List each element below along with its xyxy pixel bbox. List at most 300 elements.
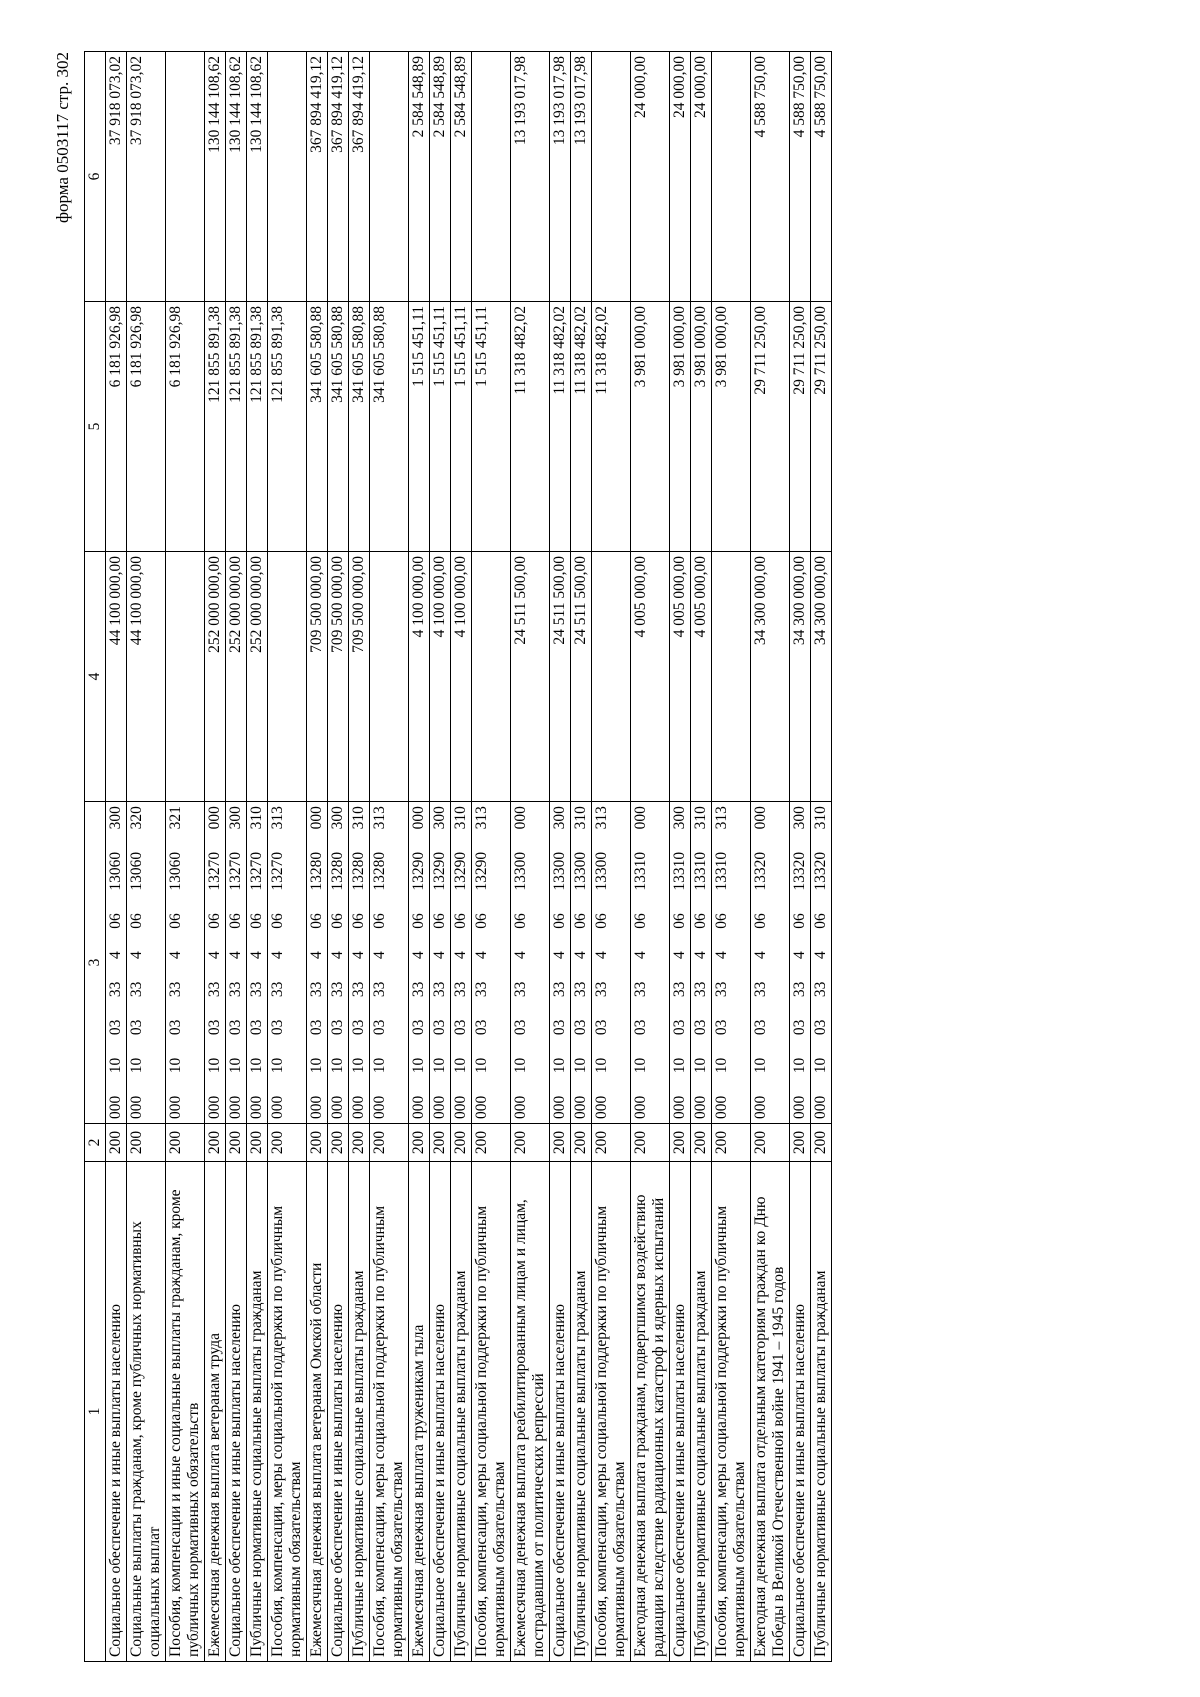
unexecuted-amount: 367 894 419,12 xyxy=(328,52,349,302)
code-segment: 33 xyxy=(572,981,589,998)
code-segment: 4 xyxy=(107,951,124,959)
classification-code xyxy=(712,802,751,1124)
code-segment: 03 xyxy=(206,1019,223,1036)
code-segment: 10 xyxy=(452,1057,469,1074)
unexecuted-amount xyxy=(268,52,307,302)
unexecuted-amount: 4 588 750,00 xyxy=(811,52,832,302)
code-segment: 33 xyxy=(206,981,223,998)
line-code: 200 xyxy=(472,1124,511,1162)
unexecuted-amount: 367 894 419,12 xyxy=(349,52,370,302)
code-segment: 300 xyxy=(551,806,568,830)
code-segment: 000 xyxy=(206,806,223,830)
row-name: Ежемесячная денежная выплата ветеранам Омской области xyxy=(307,1162,328,1662)
unexecuted-amount: 130 144 108,62 xyxy=(226,52,247,302)
code-segment: 03 xyxy=(128,1019,145,1036)
code-segment: 000 xyxy=(350,1095,367,1119)
classification-code xyxy=(127,802,166,1124)
line-code: 200 xyxy=(205,1124,226,1162)
code-segment: 000 xyxy=(671,1095,688,1119)
executed-amount: 121 855 891,38 xyxy=(247,302,268,552)
code-segment: 33 xyxy=(308,981,325,998)
code-segment: 13300 xyxy=(593,851,610,891)
code-segment: 4 xyxy=(752,951,769,959)
code-segment: 000 xyxy=(551,1095,568,1119)
code-segment: 000 xyxy=(410,806,427,830)
unexecuted-amount: 13 193 017,98 xyxy=(511,52,550,302)
approved-amount: 34 300 000,00 xyxy=(790,552,811,802)
code-segments xyxy=(431,806,449,1119)
code-segments xyxy=(632,806,650,1119)
executed-amount: 341 605 580,88 xyxy=(328,302,349,552)
code-segment: 13310 xyxy=(671,851,688,891)
line-code: 200 xyxy=(127,1124,166,1162)
executed-amount: 121 855 891,38 xyxy=(205,302,226,552)
code-segment: 000 xyxy=(167,1095,184,1119)
executed-amount: 3 981 000,00 xyxy=(670,302,691,552)
table-row xyxy=(370,52,409,1662)
code-segment: 000 xyxy=(410,1095,427,1119)
column-header: 2 xyxy=(85,1124,106,1162)
code-segment: 10 xyxy=(473,1057,490,1074)
code-segment: 4 xyxy=(551,951,568,959)
row-name: Социальное обеспечение и иные выплаты населению xyxy=(106,1162,127,1662)
code-segment: 4 xyxy=(572,951,589,959)
classification-code xyxy=(349,802,370,1124)
line-code: 200 xyxy=(430,1124,451,1162)
table-row xyxy=(106,52,127,1662)
row-name: Публичные нормативные социальные выплаты гражданам xyxy=(811,1162,832,1662)
column-header: 6 xyxy=(85,52,106,302)
code-segment: 13300 xyxy=(512,851,529,891)
code-segment: 000 xyxy=(632,1095,649,1119)
classification-code xyxy=(409,802,430,1124)
row-name: Социальное обеспечение и иные выплаты населению xyxy=(226,1162,247,1662)
code-segments xyxy=(248,806,266,1119)
approved-amount: 4 005 000,00 xyxy=(631,552,670,802)
row-name: Публичные нормативные социальные выплаты гражданам xyxy=(349,1162,370,1662)
code-segment: 13270 xyxy=(206,851,223,891)
executed-amount: 11 318 482,02 xyxy=(592,302,631,552)
executed-amount: 121 855 891,38 xyxy=(268,302,307,552)
code-segment: 06 xyxy=(812,913,829,929)
rotated-page-content xyxy=(50,52,1090,1662)
approved-amount: 4 100 000,00 xyxy=(409,552,430,802)
row-name: Пособия, компенсации, меры социальной поддержки по публичным нормативным обязательствам xyxy=(268,1162,307,1662)
approved-amount xyxy=(592,552,631,802)
code-segment: 13320 xyxy=(812,851,829,891)
approved-amount: 44 100 000,00 xyxy=(127,552,166,802)
code-segment: 300 xyxy=(791,806,808,830)
line-code: 200 xyxy=(790,1124,811,1162)
code-segment: 000 xyxy=(452,1095,469,1119)
code-segment: 10 xyxy=(128,1057,145,1074)
code-segment: 313 xyxy=(593,806,610,830)
code-segment: 13290 xyxy=(473,851,490,891)
code-segment: 000 xyxy=(752,806,769,830)
unexecuted-amount: 24 000,00 xyxy=(670,52,691,302)
code-segment: 313 xyxy=(269,806,286,830)
code-segment: 10 xyxy=(812,1057,829,1074)
table-row xyxy=(349,52,370,1662)
code-segment: 000 xyxy=(308,1095,325,1119)
unexecuted-amount: 13 193 017,98 xyxy=(550,52,571,302)
code-segment: 313 xyxy=(713,806,730,830)
code-segment: 13310 xyxy=(632,851,649,891)
code-segment: 000 xyxy=(752,1095,769,1119)
column-header: 5 xyxy=(85,302,106,552)
unexecuted-amount: 4 588 750,00 xyxy=(790,52,811,302)
code-segment: 000 xyxy=(812,1095,829,1119)
code-segment: 03 xyxy=(329,1019,346,1036)
code-segments xyxy=(410,806,428,1119)
code-segment: 310 xyxy=(452,806,469,830)
approved-amount xyxy=(166,552,205,802)
classification-code xyxy=(247,802,268,1124)
code-segment: 06 xyxy=(473,913,490,929)
line-code: 200 xyxy=(451,1124,472,1162)
approved-amount: 24 511 500,00 xyxy=(511,552,550,802)
executed-amount: 29 711 250,00 xyxy=(811,302,832,552)
code-segment: 03 xyxy=(671,1019,688,1036)
approved-amount xyxy=(472,552,511,802)
code-segment: 33 xyxy=(371,981,388,998)
code-segment: 4 xyxy=(452,951,469,959)
classification-code xyxy=(670,802,691,1124)
table-row xyxy=(268,52,307,1662)
unexecuted-amount: 4 588 750,00 xyxy=(751,52,790,302)
row-name: Пособия, компенсации, меры социальной поддержки по публичным нормативным обязательствам xyxy=(370,1162,409,1662)
code-segment: 000 xyxy=(431,1095,448,1119)
table-row xyxy=(670,52,691,1662)
code-segment: 33 xyxy=(671,981,688,998)
code-segment: 000 xyxy=(248,1095,265,1119)
unexecuted-amount xyxy=(166,52,205,302)
unexecuted-amount: 130 144 108,62 xyxy=(205,52,226,302)
code-segment: 13060 xyxy=(128,851,145,891)
code-segment: 10 xyxy=(371,1057,388,1074)
code-segment: 320 xyxy=(128,806,145,830)
code-segment: 000 xyxy=(512,806,529,830)
executed-amount: 3 981 000,00 xyxy=(691,302,712,552)
classification-code xyxy=(751,802,790,1124)
code-segments xyxy=(227,806,245,1119)
code-segment: 10 xyxy=(206,1057,223,1074)
code-segment: 03 xyxy=(248,1019,265,1036)
classification-code xyxy=(166,802,205,1124)
budget-table xyxy=(84,51,832,1662)
code-segment: 13060 xyxy=(107,851,124,891)
table-row xyxy=(205,52,226,1662)
table-row xyxy=(430,52,451,1662)
code-segment: 4 xyxy=(329,951,346,959)
code-segment: 06 xyxy=(227,913,244,929)
row-name: Социальное обеспечение и иные выплаты населению xyxy=(670,1162,691,1662)
row-name: Ежемесячная денежная выплата реабилитированным лицам и лицам, пострадавшим от политических репрессий xyxy=(511,1162,550,1662)
code-segment: 33 xyxy=(752,981,769,998)
code-segment: 10 xyxy=(551,1057,568,1074)
code-segment: 03 xyxy=(452,1019,469,1036)
code-segment: 33 xyxy=(791,981,808,998)
code-segment: 000 xyxy=(308,806,325,830)
code-segment: 310 xyxy=(350,806,367,830)
code-segment: 06 xyxy=(206,913,223,929)
code-segment: 13280 xyxy=(350,851,367,891)
code-segments xyxy=(512,806,530,1119)
row-name: Ежемесячная денежная выплата ветеранам труда xyxy=(205,1162,226,1662)
code-segment: 4 xyxy=(227,951,244,959)
row-name: Пособия, компенсации, меры социальной поддержки по публичным нормативным обязательствам xyxy=(592,1162,631,1662)
executed-amount: 11 318 482,02 xyxy=(511,302,550,552)
code-segment: 03 xyxy=(812,1019,829,1036)
code-segment: 33 xyxy=(473,981,490,998)
code-segments xyxy=(128,806,146,1119)
code-segment: 06 xyxy=(791,913,808,929)
code-segment: 310 xyxy=(572,806,589,830)
code-segment: 4 xyxy=(248,951,265,959)
classification-code xyxy=(790,802,811,1124)
code-segment: 10 xyxy=(713,1057,730,1074)
code-segment: 10 xyxy=(248,1057,265,1074)
approved-amount: 4 005 000,00 xyxy=(691,552,712,802)
code-segment: 4 xyxy=(632,951,649,959)
code-segment: 000 xyxy=(227,1095,244,1119)
approved-amount: 709 500 000,00 xyxy=(307,552,328,802)
row-name: Пособия, компенсации, меры социальной поддержки по публичным нормативным обязательствам xyxy=(712,1162,751,1662)
code-segment: 4 xyxy=(431,951,448,959)
executed-amount: 29 711 250,00 xyxy=(790,302,811,552)
table-row xyxy=(307,52,328,1662)
code-segment: 321 xyxy=(167,806,184,830)
code-segment: 10 xyxy=(269,1057,286,1074)
line-code: 200 xyxy=(511,1124,550,1162)
row-name: Социальные выплаты гражданам, кроме публичных нормативных социальных выплат xyxy=(127,1162,166,1662)
table-row xyxy=(712,52,751,1662)
code-segment: 06 xyxy=(431,913,448,929)
column-header: 3 xyxy=(85,802,106,1124)
code-segment: 03 xyxy=(593,1019,610,1036)
code-segment: 4 xyxy=(791,951,808,959)
code-segment: 03 xyxy=(473,1019,490,1036)
line-code: 200 xyxy=(409,1124,430,1162)
code-segment: 10 xyxy=(350,1057,367,1074)
code-segment: 000 xyxy=(713,1095,730,1119)
code-segment: 300 xyxy=(431,806,448,830)
executed-amount: 1 515 451,11 xyxy=(409,302,430,552)
executed-amount: 341 605 580,88 xyxy=(349,302,370,552)
approved-amount xyxy=(268,552,307,802)
code-segment: 06 xyxy=(713,913,730,929)
code-segment: 03 xyxy=(350,1019,367,1036)
code-segment: 10 xyxy=(791,1057,808,1074)
code-segment: 06 xyxy=(128,913,145,929)
code-segments xyxy=(206,806,224,1119)
table-row xyxy=(811,52,832,1662)
approved-amount: 24 511 500,00 xyxy=(571,552,592,802)
row-name: Публичные нормативные социальные выплаты гражданам xyxy=(571,1162,592,1662)
classification-code xyxy=(691,802,712,1124)
code-segment: 33 xyxy=(410,981,427,998)
code-segment: 33 xyxy=(593,981,610,998)
line-code: 200 xyxy=(631,1124,670,1162)
code-segment: 06 xyxy=(269,913,286,929)
table-row xyxy=(571,52,592,1662)
table-row xyxy=(511,52,550,1662)
table-row xyxy=(550,52,571,1662)
classification-code xyxy=(307,802,328,1124)
classification-code xyxy=(811,802,832,1124)
code-segment: 13270 xyxy=(269,851,286,891)
code-segment: 06 xyxy=(329,913,346,929)
form-label: форма 0503117 стр. 302 xyxy=(53,52,72,223)
code-segment: 06 xyxy=(371,913,388,929)
code-segment: 06 xyxy=(752,913,769,929)
code-segment: 10 xyxy=(593,1057,610,1074)
line-code: 200 xyxy=(349,1124,370,1162)
code-segment: 33 xyxy=(227,981,244,998)
line-code: 200 xyxy=(106,1124,127,1162)
code-segment: 4 xyxy=(512,951,529,959)
code-segment: 33 xyxy=(551,981,568,998)
row-name: Пособия, компенсации и иные социальные выплаты гражданам, кроме публичных нормативных обязательств xyxy=(166,1162,205,1662)
code-segment: 13310 xyxy=(713,851,730,891)
classification-code xyxy=(631,802,670,1124)
row-name: Социальное обеспечение и иные выплаты населению xyxy=(430,1162,451,1662)
code-segment: 06 xyxy=(410,913,427,929)
code-segment: 10 xyxy=(692,1057,709,1074)
executed-amount: 6 181 926,98 xyxy=(166,302,205,552)
approved-amount: 24 511 500,00 xyxy=(550,552,571,802)
approved-amount: 34 300 000,00 xyxy=(811,552,832,802)
code-segment: 13290 xyxy=(410,851,427,891)
code-segment: 03 xyxy=(512,1019,529,1036)
code-segment: 03 xyxy=(107,1019,124,1036)
classification-code xyxy=(451,802,472,1124)
approved-amount xyxy=(370,552,409,802)
code-segment: 03 xyxy=(431,1019,448,1036)
executed-amount: 1 515 451,11 xyxy=(451,302,472,552)
code-segment: 4 xyxy=(812,951,829,959)
code-segment: 310 xyxy=(692,806,709,830)
executed-amount: 341 605 580,88 xyxy=(307,302,328,552)
table-row xyxy=(631,52,670,1662)
code-segment: 06 xyxy=(350,913,367,929)
code-segment: 10 xyxy=(632,1057,649,1074)
code-segment: 13290 xyxy=(452,851,469,891)
approved-amount: 34 300 000,00 xyxy=(751,552,790,802)
code-segment: 03 xyxy=(572,1019,589,1036)
line-code: 200 xyxy=(712,1124,751,1162)
code-segments xyxy=(713,806,731,1119)
classification-code xyxy=(370,802,409,1124)
code-segment: 06 xyxy=(308,913,325,929)
code-segment: 10 xyxy=(107,1057,124,1074)
classification-code xyxy=(268,802,307,1124)
row-name: Публичные нормативные социальные выплаты гражданам xyxy=(451,1162,472,1662)
code-segment: 13060 xyxy=(167,851,184,891)
approved-amount: 252 000 000,00 xyxy=(205,552,226,802)
code-segment: 06 xyxy=(572,913,589,929)
code-segments xyxy=(551,806,569,1119)
code-segment: 03 xyxy=(410,1019,427,1036)
code-segment: 4 xyxy=(713,951,730,959)
code-segments xyxy=(473,806,491,1119)
row-name: Социальное обеспечение и иные выплаты населению xyxy=(790,1162,811,1662)
code-segment: 000 xyxy=(473,1095,490,1119)
table-row xyxy=(328,52,349,1662)
code-segment: 33 xyxy=(269,981,286,998)
code-segment: 33 xyxy=(431,981,448,998)
code-segment: 10 xyxy=(572,1057,589,1074)
row-name: Социальное обеспечение и иные выплаты населению xyxy=(328,1162,349,1662)
table-row xyxy=(127,52,166,1662)
code-segments xyxy=(167,806,185,1119)
code-segment: 4 xyxy=(410,951,427,959)
unexecuted-amount: 2 584 548,89 xyxy=(430,52,451,302)
line-code: 200 xyxy=(370,1124,409,1162)
code-segment: 33 xyxy=(350,981,367,998)
code-segments xyxy=(107,806,125,1119)
table-row xyxy=(751,52,790,1662)
code-segments xyxy=(692,806,710,1119)
code-segment: 33 xyxy=(128,981,145,998)
code-segment: 000 xyxy=(329,1095,346,1119)
code-segment: 33 xyxy=(452,981,469,998)
code-segment: 33 xyxy=(329,981,346,998)
code-segments xyxy=(371,806,389,1119)
unexecuted-amount: 37 918 073,02 xyxy=(106,52,127,302)
code-segment: 000 xyxy=(692,1095,709,1119)
code-segment: 13310 xyxy=(692,851,709,891)
code-segments xyxy=(752,806,770,1119)
code-segment: 4 xyxy=(206,951,223,959)
unexecuted-amount: 2 584 548,89 xyxy=(409,52,430,302)
classification-code xyxy=(430,802,451,1124)
executed-amount: 6 181 926,98 xyxy=(127,302,166,552)
code-segment: 10 xyxy=(167,1057,184,1074)
unexecuted-amount xyxy=(472,52,511,302)
table-row xyxy=(451,52,472,1662)
table-row xyxy=(691,52,712,1662)
line-code: 200 xyxy=(571,1124,592,1162)
code-segment: 000 xyxy=(107,1095,124,1119)
code-segments xyxy=(593,806,611,1119)
code-segment: 03 xyxy=(167,1019,184,1036)
code-segment: 13270 xyxy=(227,851,244,891)
code-segment: 310 xyxy=(248,806,265,830)
row-name: Ежемесячная денежная выплата труженикам тыла xyxy=(409,1162,430,1662)
code-segment: 06 xyxy=(167,913,184,929)
code-segment: 06 xyxy=(512,913,529,929)
line-code: 200 xyxy=(166,1124,205,1162)
executed-amount: 3 981 000,00 xyxy=(712,302,751,552)
table-row xyxy=(247,52,268,1662)
row-name: Ежегодная денежная выплата отдельным категориям граждан ко Дню Победы в Великой Отечественной войне 1941 – 1945 годов xyxy=(751,1162,790,1662)
table-row xyxy=(592,52,631,1662)
code-segment: 10 xyxy=(308,1057,325,1074)
code-segment: 03 xyxy=(269,1019,286,1036)
code-segment: 4 xyxy=(269,951,286,959)
code-segment: 4 xyxy=(128,951,145,959)
approved-amount: 709 500 000,00 xyxy=(328,552,349,802)
code-segment: 300 xyxy=(671,806,688,830)
classification-code xyxy=(106,802,127,1124)
code-segment: 03 xyxy=(632,1019,649,1036)
code-segment: 300 xyxy=(329,806,346,830)
approved-amount: 4 100 000,00 xyxy=(430,552,451,802)
code-segment: 03 xyxy=(713,1019,730,1036)
code-segment: 33 xyxy=(632,981,649,998)
code-segments xyxy=(329,806,347,1119)
